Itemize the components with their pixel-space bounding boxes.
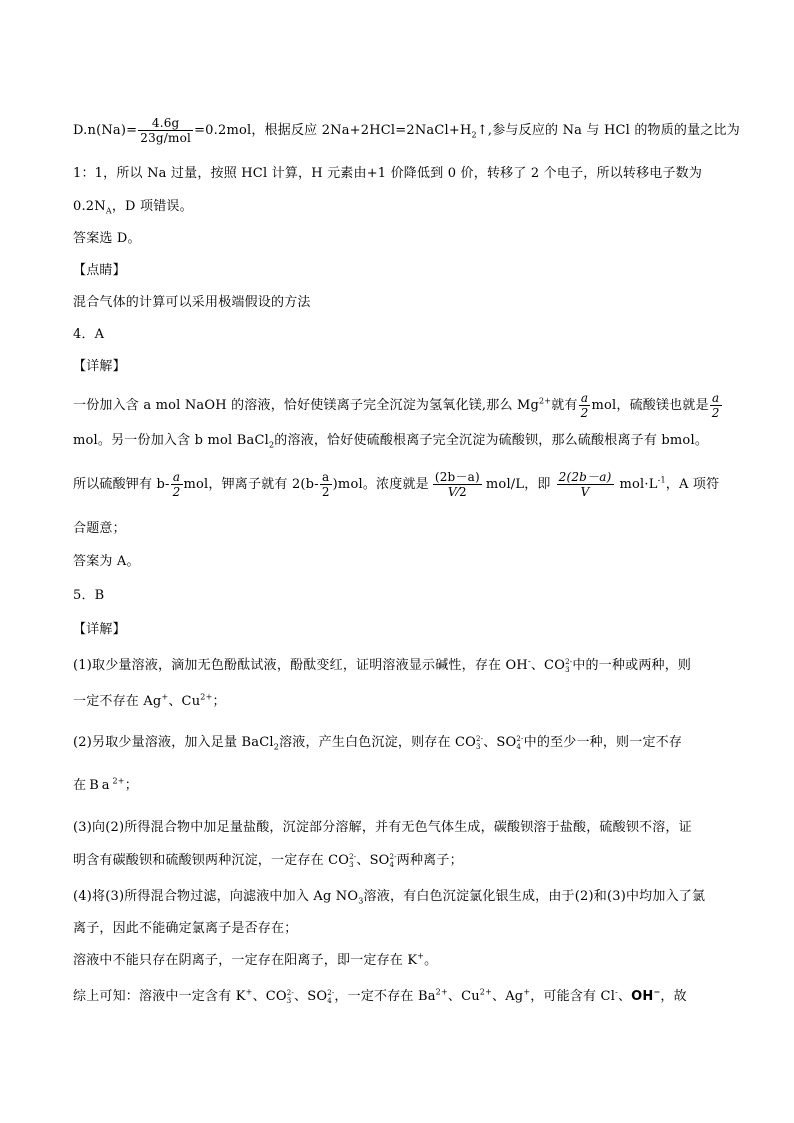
- text: Ba: [89, 778, 113, 793]
- text: 在: [73, 778, 87, 793]
- text-line: [73, 887, 733, 907]
- ion-charge: [390, 853, 397, 869]
- text: 所以硫酸钾有 b-: [73, 477, 170, 492]
- fraction: [710, 391, 722, 420]
- fraction-numerator: (2b－a): [434, 470, 480, 484]
- heading-text: 【点睛】: [73, 263, 126, 278]
- fraction: [171, 470, 183, 499]
- text-line: [73, 987, 733, 1007]
- text: mol，钾离子就有 2(b-: [183, 477, 319, 492]
- subscript: 3: [358, 896, 364, 906]
- subscript: 2: [471, 130, 477, 140]
- text: 一定不存在 Ag: [73, 694, 162, 709]
- fraction-denominator: 2: [172, 485, 181, 499]
- text-line: [73, 951, 733, 971]
- text: 、SO: [356, 853, 390, 868]
- section-heading: [73, 357, 733, 377]
- fraction-numerator: a: [579, 391, 591, 406]
- text: ，故: [660, 989, 687, 1004]
- text-line: [73, 164, 733, 184]
- text: mol。另一份加入含 b mol BaCl: [73, 433, 269, 448]
- text: 两种离子；: [396, 853, 463, 868]
- ion-sub: 3: [349, 860, 354, 869]
- text-line: [73, 519, 733, 539]
- ion-sub: 4: [516, 742, 522, 751]
- text: ，A 项符: [665, 477, 720, 492]
- text-line: [73, 470, 733, 499]
- text: =0.2mol，根据反应 2Na+2HCl=2NaCl+H: [194, 123, 472, 138]
- fraction-denominator: 23g/mol: [140, 131, 192, 145]
- superscript: +: [245, 987, 253, 997]
- text: 、CO: [530, 658, 566, 673]
- answer-text: 答案选 D。: [73, 231, 141, 246]
- text: 溶液，产生白色沉淀，则存在 CO: [279, 735, 476, 750]
- text: 4．A: [73, 327, 105, 342]
- text: (1)取少量溶液，滴加无色酚酞试液，酚酞变红，证明溶液显示碱性，存在 OH: [73, 658, 528, 673]
- text: 中的一种或两种，则: [572, 658, 692, 673]
- superscript: 2+: [112, 776, 125, 786]
- superscript: +: [161, 692, 169, 702]
- denominator-2: 2: [458, 485, 467, 499]
- fraction-numerator: 2(2b－a): [558, 470, 612, 484]
- text: 就有: [551, 398, 578, 413]
- text-line: [73, 692, 733, 712]
- section-heading: [73, 620, 733, 640]
- ion-sup: 2-: [476, 734, 484, 743]
- text: 混合气体的计算可以采用极端假设的方法: [73, 295, 311, 310]
- heading-text: 【详解】: [73, 359, 126, 374]
- ion-sub: 3: [286, 996, 292, 1005]
- text: 、Cu: [168, 694, 201, 709]
- ion-charge: [516, 735, 523, 751]
- text-line: [73, 229, 733, 249]
- text: 的溶液，恰好使硫酸根离子完全沉淀为硫酸钡，那么硫酸根离子有 bmol。: [274, 433, 709, 448]
- superscript: -1: [657, 475, 666, 485]
- text-line: [73, 431, 733, 451]
- text: )mol。浓度就是: [332, 477, 429, 492]
- text: ↑,参与反应的 Na 与 HCl 的物质的量之比为: [476, 123, 740, 138]
- superscript: 2+: [539, 396, 552, 406]
- text: 、CO: [252, 989, 287, 1004]
- text: mol，硫酸镁也就是: [591, 398, 709, 413]
- ion-sub: 3: [565, 665, 570, 674]
- text: 1：1，所以 Na 过量，按照 HCl 计算，H 元素由+1 价降低到 0 价，转移了 2 个电子，所以转移电子数为: [73, 166, 703, 181]
- subscript: 2: [268, 440, 275, 450]
- fraction: [320, 470, 332, 499]
- fraction-denominator: 2: [321, 485, 330, 499]
- superscript: −: [653, 987, 661, 997]
- text: 、Cu: [447, 989, 480, 1004]
- fraction-denominator: V⁄2: [447, 485, 467, 499]
- ion-sup: 2-: [389, 852, 397, 861]
- text-line: [73, 776, 733, 796]
- superscript: +: [417, 951, 425, 961]
- fraction-denominator: V: [580, 485, 590, 499]
- question-number: [73, 586, 733, 606]
- text-line: [73, 116, 740, 145]
- fraction-numerator: a: [320, 470, 332, 485]
- text: ，D 项错误。: [111, 199, 193, 214]
- text: mol/L，即: [485, 477, 551, 492]
- text: ，可能含有 Cl: [530, 989, 616, 1004]
- text: mol·L: [619, 477, 658, 492]
- ion-sub: 4: [389, 860, 395, 869]
- fraction-numerator: a: [171, 470, 183, 485]
- superscript: 2+: [435, 987, 448, 997]
- fraction-denominator: 2: [580, 406, 589, 420]
- text-line: [73, 552, 733, 572]
- ion-sup: 2-: [565, 657, 573, 666]
- text-line: [73, 851, 733, 871]
- text-line: [73, 919, 733, 939]
- fraction: [433, 470, 482, 499]
- subscript: 2: [273, 742, 280, 752]
- ion-sub: 3: [476, 742, 481, 751]
- fraction: [579, 391, 591, 420]
- text: 、SO: [483, 735, 517, 750]
- answer-text: 答案为 A。: [73, 554, 140, 569]
- superscript: +: [523, 987, 531, 997]
- section-heading: [73, 261, 733, 281]
- text-line: [73, 656, 733, 676]
- fraction-denominator: 2: [711, 406, 720, 420]
- ion-charge: [287, 989, 294, 1005]
- text: 溶液，有白色沉淀氯化银生成，由于(2)和(3)中均加入了氯: [363, 889, 706, 904]
- text: 明含有碳酸钡和硫酸钡两种沉淀，一定存在 CO: [73, 853, 350, 868]
- text: 合题意；: [73, 521, 126, 536]
- text-line: [73, 733, 733, 753]
- fraction-numerator: 4.6g: [138, 116, 193, 131]
- subscript: A: [105, 206, 112, 216]
- ion-sup: 2-: [327, 988, 335, 997]
- superscript: -: [527, 656, 531, 666]
- text: (2)另取少量溶液，加入足量 BaCl: [73, 735, 274, 750]
- text: 。: [424, 953, 438, 968]
- text-line: [73, 197, 733, 217]
- text: 、: [617, 989, 632, 1004]
- text: 综上可知：溶液中一定含有 K: [73, 989, 246, 1004]
- text-line: [73, 391, 733, 420]
- superscript: 2+: [200, 692, 213, 702]
- question-number: [73, 325, 733, 345]
- text: ，一定不存在 Ba: [334, 989, 436, 1004]
- text: 5．B: [73, 588, 105, 603]
- text: ；: [212, 694, 226, 709]
- superscript: 2+: [479, 987, 492, 997]
- ion-sup: 2-: [349, 852, 357, 861]
- text: 、Ag: [492, 989, 524, 1004]
- denominator-v: V: [447, 485, 457, 499]
- text: 0.2N: [73, 199, 106, 214]
- fraction-numerator: a: [710, 391, 722, 406]
- text: 、SO: [294, 989, 328, 1004]
- fraction: [557, 470, 614, 499]
- ion-sub: 4: [327, 996, 332, 1005]
- ion-sup: 2-: [286, 988, 295, 997]
- ion-sup: 2-: [516, 734, 524, 743]
- text: D.n(Na)=: [73, 123, 138, 138]
- text: 一份加入含 a mol NaOH 的溶液，恰好使镁离子完全沉淀为氢氧化镁,那么 Mg: [73, 398, 540, 413]
- hydroxide-text: OH: [631, 989, 654, 1004]
- text: (4)将(3)所得混合物过滤，向滤液中加入 Ag NO: [73, 889, 359, 904]
- text: 溶液中不能只存在阴离子，一定存在阳离子，即一定存在 K: [73, 953, 418, 968]
- text: ；: [124, 778, 138, 793]
- text: 离子，因此不能确定氯离子是否存在；: [73, 921, 298, 936]
- superscript: -: [615, 987, 618, 997]
- text-line: [73, 293, 733, 313]
- text: 中的至少一种，则一定不存: [523, 735, 683, 750]
- text-line: [73, 818, 733, 838]
- text: (3)向(2)所得混合物中加足量盐酸，沉淀部分溶解，并有无色气体生成，碳酸钡溶于盐酸，硫酸钡不溶，证: [73, 820, 692, 835]
- heading-text: 【详解】: [73, 622, 126, 637]
- fraction: [138, 116, 193, 145]
